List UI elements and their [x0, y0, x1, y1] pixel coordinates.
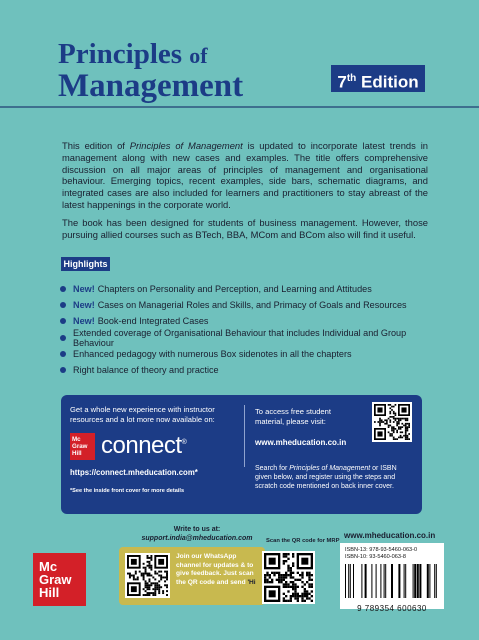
highlights-list [60, 281, 440, 378]
connect-intro: Get a whole new experience with instructor resources and a lot more now available on: [70, 405, 215, 424]
publisher-logo-graw: Graw [39, 572, 72, 587]
highlight-item [60, 362, 440, 378]
highlights-label: Highlights [61, 257, 110, 271]
isbn-10: ISBN-10: 93-5460-063-8 [345, 554, 406, 560]
publisher-logo-mc: Mc [39, 559, 58, 574]
connect-word: connect [101, 432, 182, 459]
whatsapp-panel [119, 547, 265, 605]
student-material-text: To access free student material, please visit: [255, 407, 331, 426]
highlight-item [60, 281, 440, 297]
student-qr-code[interactable] [372, 402, 412, 442]
whatsapp-text [176, 553, 260, 587]
whatsapp-message: Join our WhatsApp channel for updates & to give feedback. Just scan the QR code and send [176, 553, 254, 586]
highlight-text: Right balance of theory and practice [73, 365, 219, 376]
mcgraw-hill-logo-small [70, 433, 95, 460]
logo-mc: Mc [72, 436, 81, 443]
highlight-item [60, 297, 440, 313]
mrp-qr-code[interactable] [262, 551, 315, 604]
connect-divider [244, 405, 245, 467]
highlight-text: Chapters on Personality and Perception, and Learning and Attitudes [97, 284, 372, 295]
logo-hill: Hill [72, 450, 82, 457]
book-title [58, 40, 243, 103]
logo-graw: Graw [72, 443, 88, 450]
connect-panel [61, 395, 422, 514]
highlight-text: Book-end Integrated Cases [97, 316, 209, 327]
support-email[interactable]: support.india@mheducation.com [141, 535, 253, 542]
edition-badge [331, 65, 425, 92]
highlight-item [60, 327, 440, 348]
scan-mrp-label: Scan the QR code for MRP [266, 538, 340, 544]
edition-label: Edition [361, 72, 419, 92]
barcode [345, 564, 439, 598]
highlight-item [60, 346, 440, 362]
connect-reg: ® [181, 439, 187, 446]
whatsapp-hi: 'Hi [247, 578, 256, 586]
bullet-dot-icon [60, 367, 66, 373]
desc-p1-rest: is updated to incorporate latest trends in management along with new cases and examples. The title offers comprehensive discussion on all major areas of principles of management and organisational behaviour. Emerging topics, recent examples, side bars, schematic diagrams, and integrated cases are also included for learners and practitioners to stay abreast of the latest happenings in the corporate world. [62, 140, 429, 210]
search-instructions [255, 464, 415, 491]
description-paragraph-1 [62, 140, 428, 211]
desc-p1-start: This edition of [62, 140, 130, 151]
bullet-dot-icon [60, 351, 66, 357]
student-site-link[interactable]: www.mheducation.co.in [255, 438, 347, 447]
new-tag: New! [73, 300, 95, 311]
new-tag: New! [73, 316, 95, 327]
isbn-13: ISBN-13: 978-93-5460-063-0 [345, 547, 418, 553]
edition-suffix: th [346, 73, 357, 84]
search-start: Search for [255, 465, 290, 472]
title-line-1 [58, 40, 243, 69]
bullet-dot-icon [60, 286, 66, 292]
highlight-text: Enhanced pedagogy with numerous Box sidenotes in all the chapters [73, 348, 352, 359]
search-title: Principles of Management [289, 465, 371, 472]
bullet-dot-icon [60, 318, 66, 324]
connect-note: *See the inside front cover for more details [70, 488, 185, 494]
highlight-text: Extended coverage of Organisational Behaviour that includes Individual and Group Behaviour [73, 327, 407, 348]
barcode-number: 9 789354 600630 [357, 604, 427, 613]
write-us-label: Write to us at: [173, 526, 221, 533]
bullet-dot-icon [60, 335, 66, 341]
publisher-website[interactable]: www.mheducation.co.in [344, 531, 436, 540]
title-management: Management [58, 68, 244, 104]
edition-number: 7 [337, 72, 347, 92]
highlight-text: Cases on Managerial Roles and Skills, and Primacy of Goals and Resources [97, 300, 407, 311]
publisher-logo-hill: Hill [39, 585, 60, 600]
new-tag: New! [73, 284, 95, 295]
bullet-dot-icon [60, 302, 66, 308]
description-paragraph-2: The book has been designed for students of business management. However, those pursuing allied courses such as BTech, BBA, MCom and BCom also will find it useful. [62, 216, 428, 240]
connect-logo [101, 432, 186, 460]
mcgraw-hill-logo [33, 553, 86, 606]
title-divider [0, 106, 479, 108]
desc-p1-title: Principles of Management [129, 140, 243, 151]
search-rest: or ISBN given below, and register using the steps and scratch code mentioned on back inner cover. [255, 465, 397, 490]
title-of: of [189, 43, 208, 68]
whatsapp-qr-code[interactable] [125, 553, 170, 598]
book-description [62, 140, 428, 246]
isbn-barcode-panel [340, 543, 444, 613]
write-to-us [137, 525, 257, 543]
connect-url[interactable]: https://connect.mheducation.com* [70, 468, 198, 477]
title-principles: Principles [58, 38, 183, 70]
